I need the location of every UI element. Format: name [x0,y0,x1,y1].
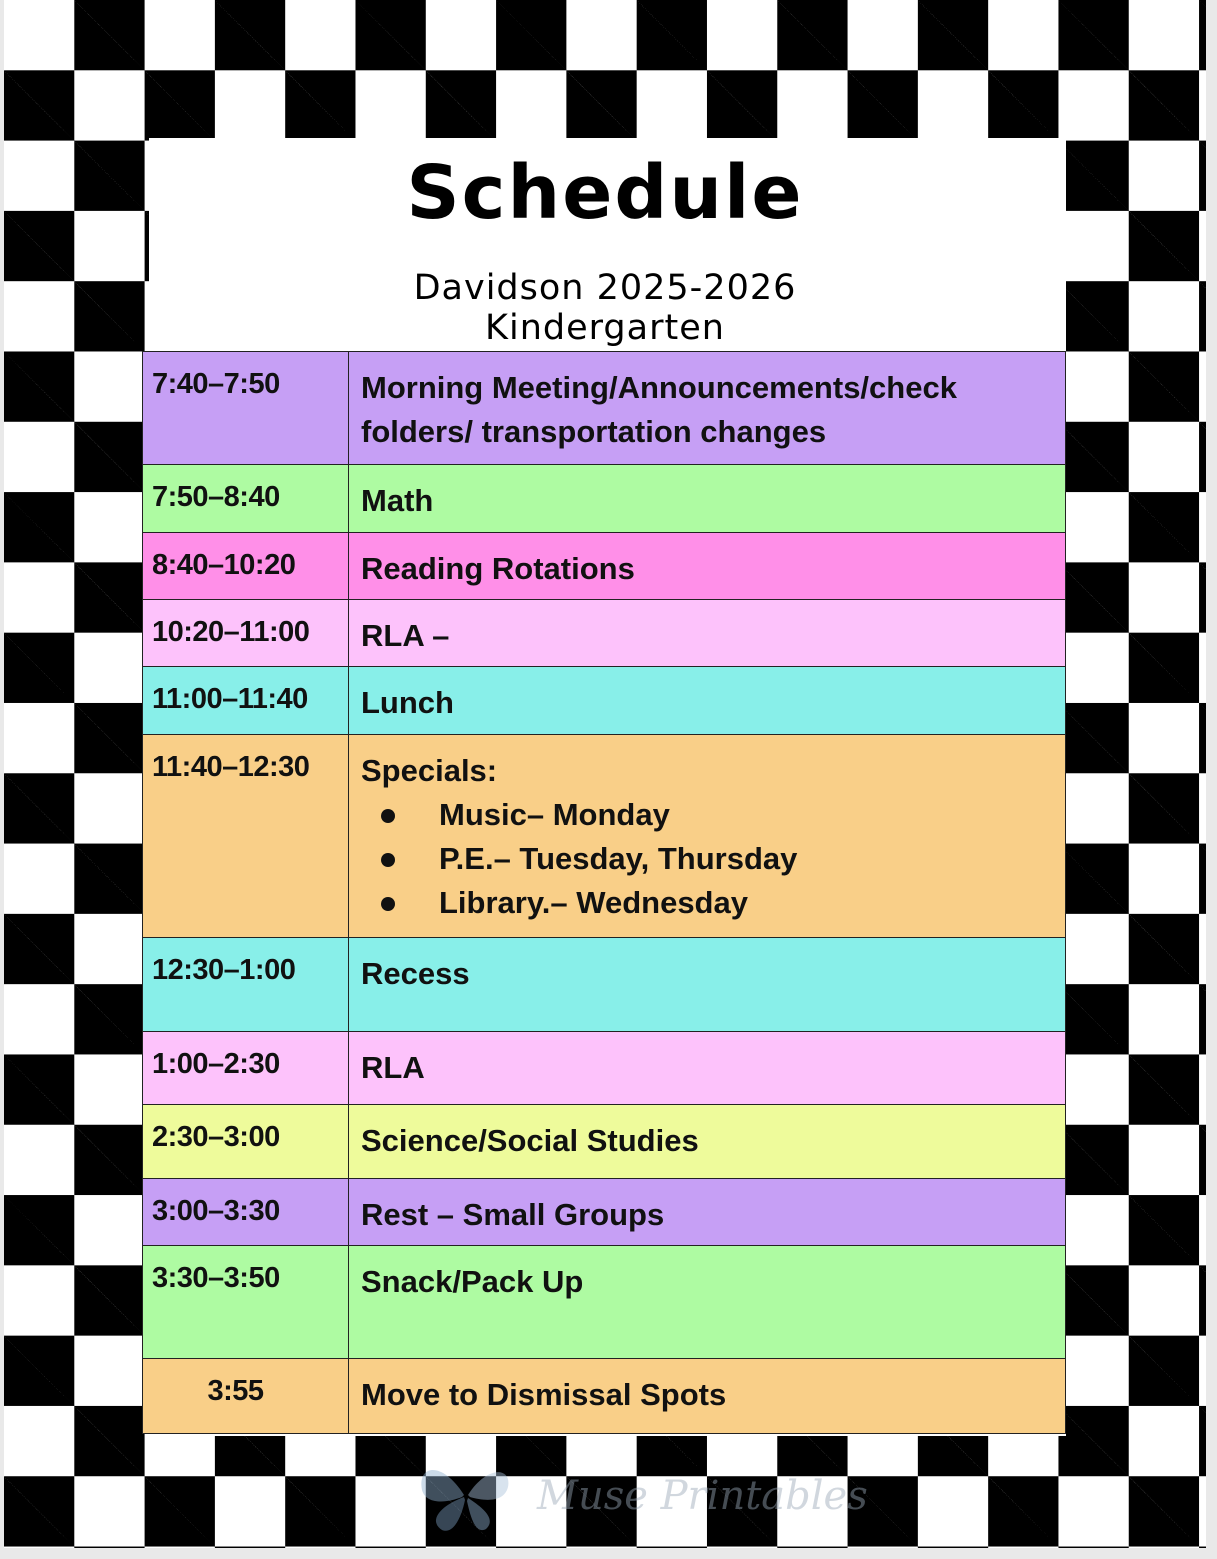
activity-cell: RLA – [349,600,1066,667]
time-cell: 7:50–8:40 [143,465,349,533]
specials-item: P.E.– Tuesday, Thursday [361,837,1055,881]
time-cell: 10:20–11:00 [143,600,349,667]
activity-cell: Lunch [349,667,1066,735]
page-title: Schedule [406,150,804,236]
schedule-row [143,1105,1066,1179]
time-cell: 11:40–12:30 [143,735,349,938]
schedule-row [143,667,1066,735]
schedule-row [143,352,1066,465]
schedule-row [143,938,1066,1032]
schedule-table [142,351,1066,1434]
school-year-subtitle: Davidson 2025-2026 [413,268,797,308]
checkered-page [4,0,1206,1548]
specials-item: Music– Monday [361,793,1055,837]
activity-cell: Reading Rotations [349,533,1066,600]
schedule-row [143,1246,1066,1359]
butterfly-icon [412,1455,522,1535]
schedule-row [143,1359,1066,1434]
activity-cell [349,735,1066,938]
activity-cell: Recess [349,938,1066,1032]
time-cell: 11:00–11:40 [143,667,349,735]
time-cell: 7:40–7:50 [143,352,349,465]
watermark-text: Muse Printables [537,1473,868,1519]
time-cell: 8:40–10:20 [143,533,349,600]
schedule-row [143,1032,1066,1105]
activity-cell: Rest – Small Groups [349,1179,1066,1246]
activity-cell: Math [349,465,1066,533]
specials-list [361,793,1055,925]
schedule-row [143,533,1066,600]
activity-cell: Morning Meeting/Announcements/check folders/ transportation changes [349,352,1066,465]
watermark [412,1455,868,1535]
activity-cell: Snack/Pack Up [349,1246,1066,1359]
time-cell: 3:55 [143,1359,349,1434]
activity-cell: Science/Social Studies [349,1105,1066,1179]
time-cell: 3:30–3:50 [143,1246,349,1359]
time-cell: 1:00–2:30 [143,1032,349,1105]
schedule-row [143,600,1066,667]
time-cell: 12:30–1:00 [143,938,349,1032]
specials-item: Library.– Wednesday [361,881,1055,925]
grade-subtitle: Kindergarten [485,308,725,348]
schedule-row [143,1179,1066,1246]
activity-cell: RLA [349,1032,1066,1105]
time-cell: 3:00–3:30 [143,1179,349,1246]
activity-cell: Move to Dismissal Spots [349,1359,1066,1434]
schedule-row [143,465,1066,533]
time-cell: 2:30–3:00 [143,1105,349,1179]
activity-heading: Specials: [361,753,498,788]
schedule-row [143,735,1066,938]
